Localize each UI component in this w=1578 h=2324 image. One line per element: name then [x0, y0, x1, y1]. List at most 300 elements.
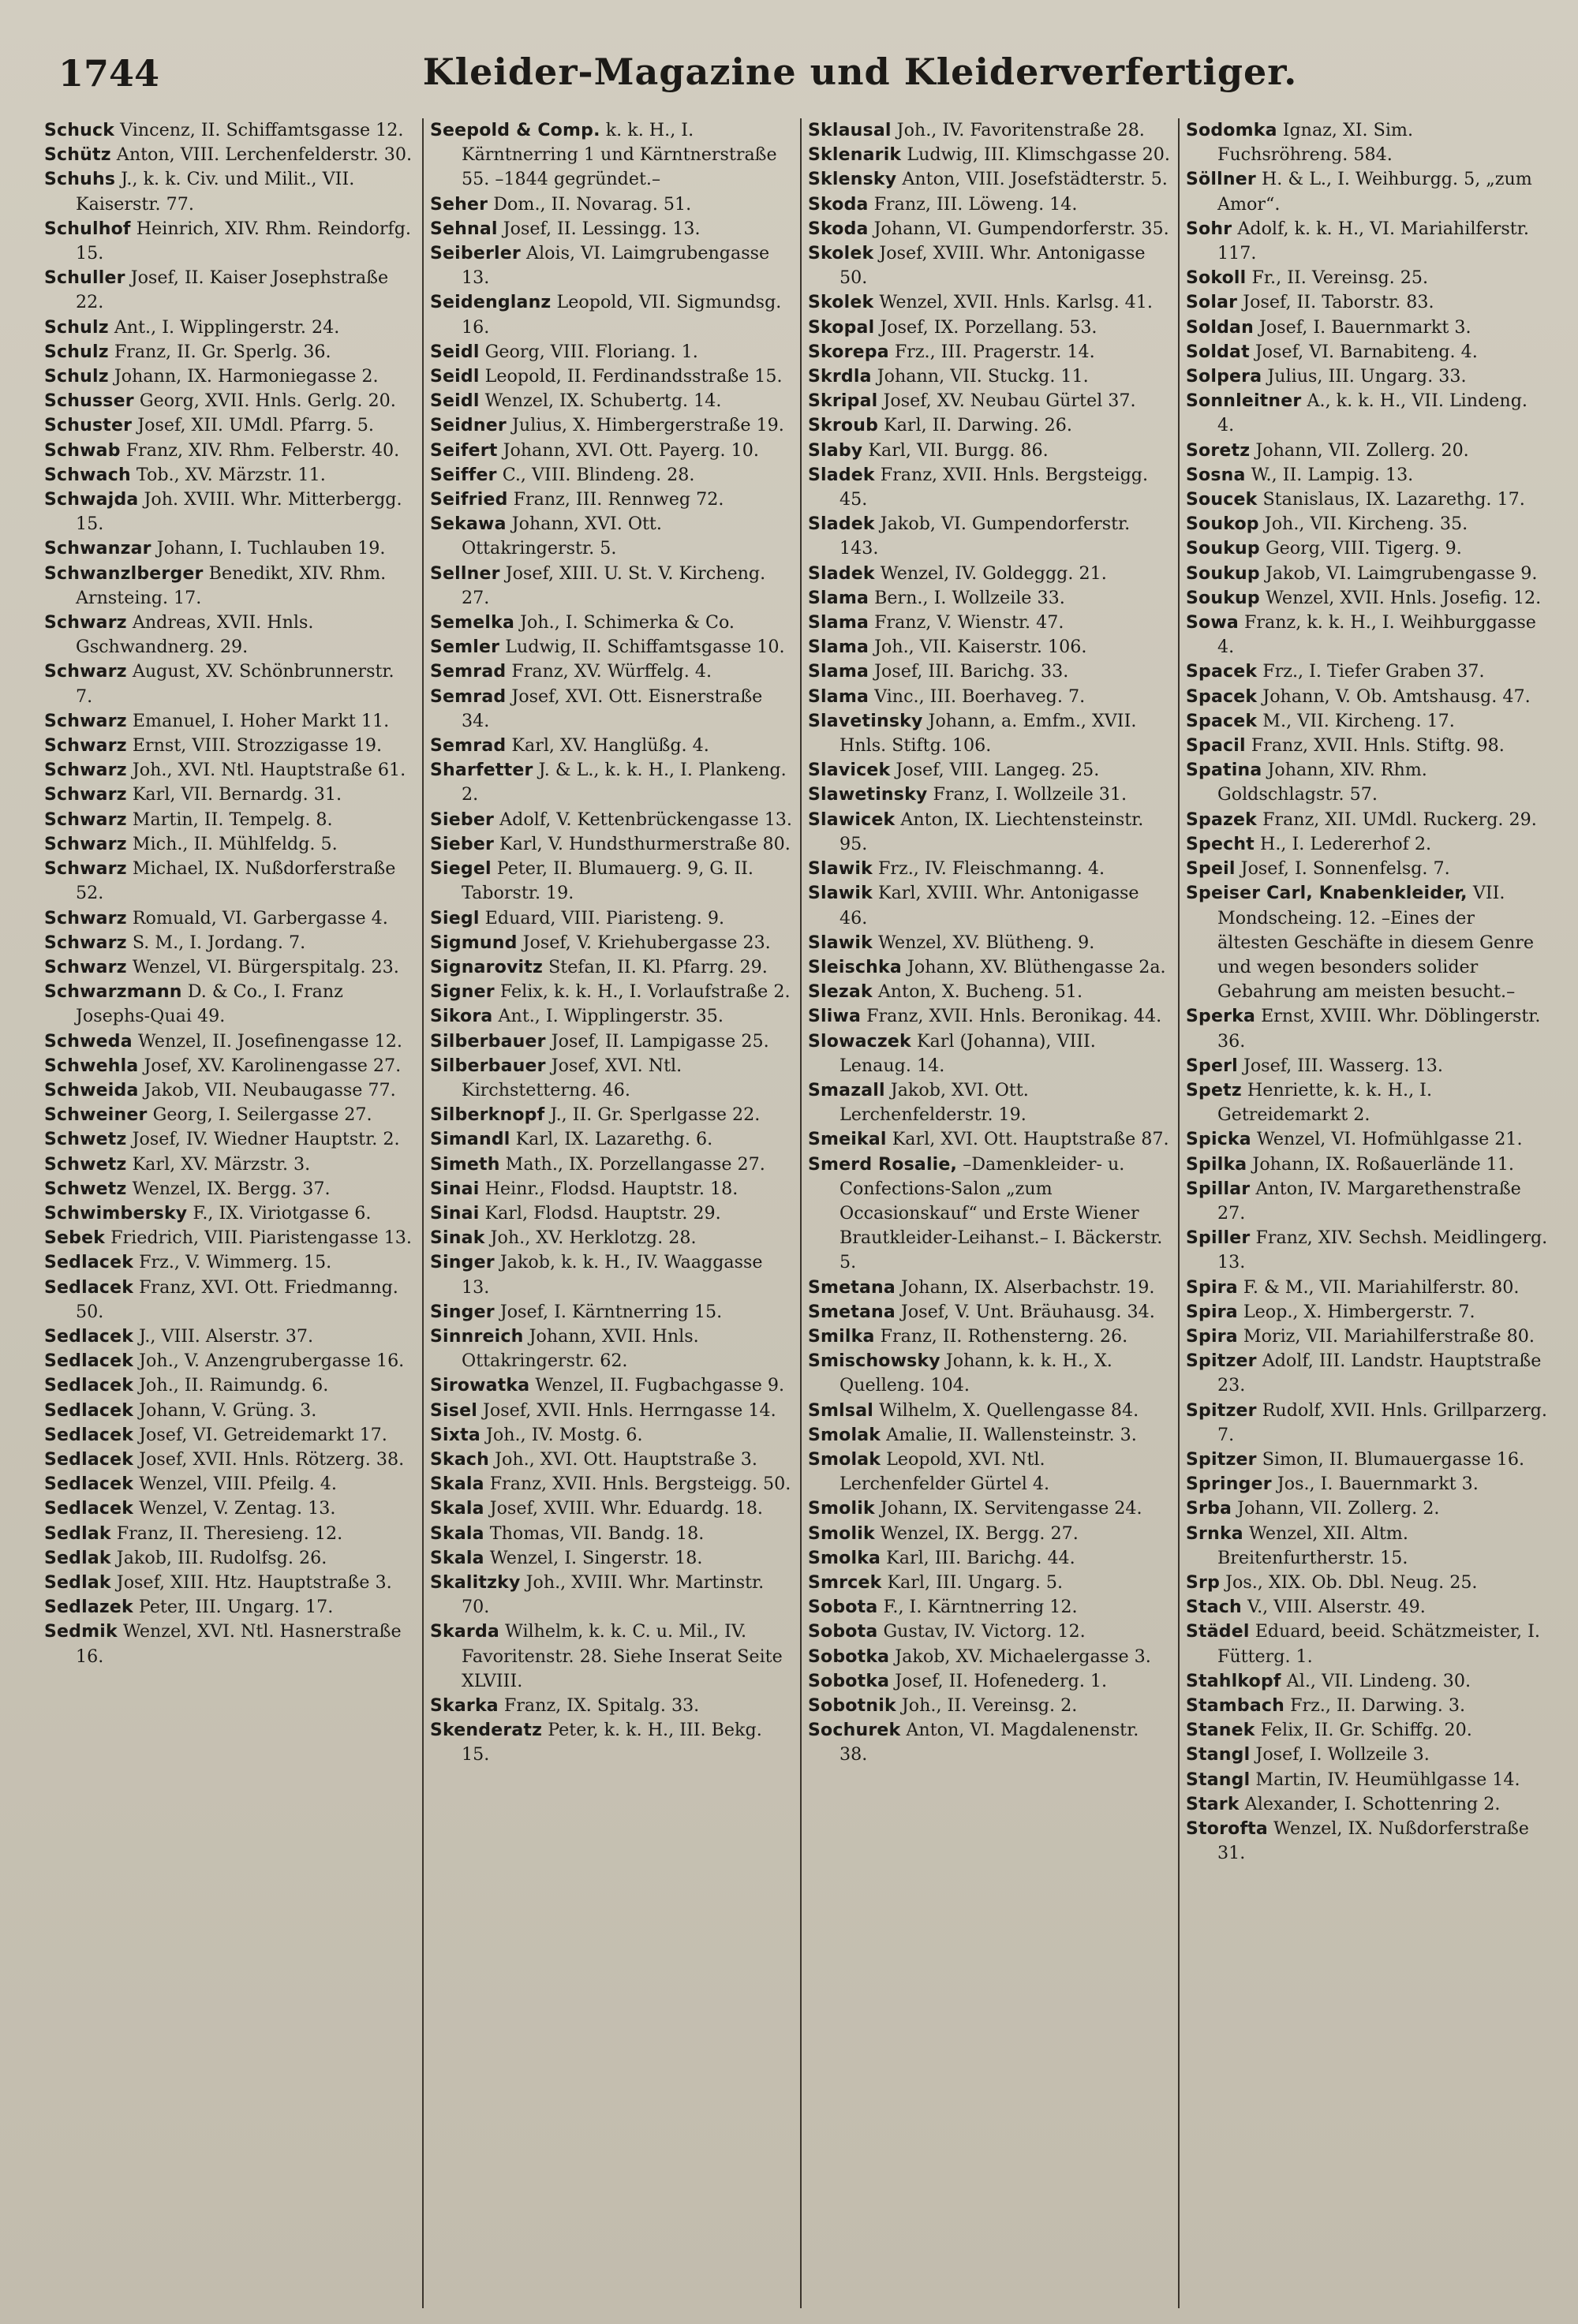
entry-detail: Franz, XVII. Hnls. Stiftg. 98.: [1251, 735, 1505, 757]
directory-entry: [430, 1127, 792, 1152]
entry-detail: Michael, IX. Nußdorferstraße 52.: [76, 858, 396, 904]
directory-column-1: [44, 118, 414, 2308]
entry-name: Spiller: [1186, 1228, 1251, 1249]
entry-detail: Karl (Johanna), VIII. Lenaug. 14.: [839, 1030, 1096, 1076]
entry-detail: Wenzel, XVII. Hnls. Karlsg. 41.: [879, 292, 1153, 313]
entry-name: Sedlacek: [44, 1351, 134, 1372]
entry-name: Stambach: [1186, 1696, 1285, 1716]
entry-name: Schulhof: [44, 219, 131, 239]
entry-detail: W., II. Lampig. 13.: [1251, 464, 1414, 485]
entry-detail: Anton, X. Bucheng. 51.: [877, 981, 1083, 1003]
entry-detail: Vinc., III. Boerhaveg. 7.: [874, 686, 1086, 707]
entry-name: Spira: [1186, 1277, 1238, 1298]
entry-name: Schwimbersky: [44, 1203, 188, 1224]
directory-entry: [808, 1522, 1170, 1546]
entry-detail: Heinr., Flodsd. Hauptstr. 18.: [484, 1178, 739, 1199]
entry-detail: M., VII. Kircheng. 17.: [1262, 710, 1455, 731]
directory-entry: [430, 611, 792, 635]
directory-entry: [430, 389, 792, 413]
directory-entry: [430, 413, 792, 438]
entry-name: Simeth: [430, 1154, 500, 1175]
entry-detail: Josef, XVII. Hnls. Herrngasse 14.: [483, 1399, 776, 1421]
entry-name: Schwab: [44, 440, 121, 461]
entry-name: Soukup: [1186, 588, 1260, 608]
entry-detail: Josef, XVI. Ott. Eisnerstraße 34.: [462, 686, 763, 731]
entry-detail: Joh., VII. Kircheng. 35.: [1264, 514, 1468, 535]
directory-entry: [44, 1595, 414, 1620]
entry-name: Slawik: [808, 884, 873, 904]
entry-name: Sosna: [1186, 465, 1246, 485]
entry-name: Speiser Carl, Knabenkleider,: [1186, 884, 1468, 904]
directory-entry: [808, 1004, 1170, 1029]
entry-name: Spira: [1186, 1326, 1238, 1347]
directory-entry: [1186, 808, 1548, 832]
entry-detail: Amalie, II. Wallensteinstr. 3.: [886, 1424, 1137, 1445]
directory-entry: [430, 1694, 792, 1718]
directory-entry: [44, 1423, 414, 1448]
entry-name: Schwarz: [44, 932, 127, 953]
entry-name: Springer: [1186, 1474, 1272, 1495]
entry-detail: –Damenkleider- u. Confections-Salon „zum Occasionskauf“ und Erste Wiener Brautkleider-Leihanst.– I. Bäckerstr. 5.: [839, 1153, 1163, 1273]
entry-name: Srp: [1186, 1572, 1221, 1593]
entry-name: Schweiner: [44, 1105, 148, 1126]
entry-detail: Johann, VI. Gumpendorferstr. 35.: [873, 218, 1169, 239]
entry-detail: Georg, VIII. Floriang. 1.: [484, 341, 698, 362]
entry-detail: Joh., XVIII. Whr. Martinstr. 70.: [462, 1571, 765, 1618]
entry-detail: Vincenz, II. Schiffamtsgasse 12.: [120, 120, 404, 140]
entry-name: Sohr: [1186, 219, 1232, 239]
entry-detail: Mich., II. Mühlfeldg. 5.: [132, 833, 338, 854]
directory-entry: [430, 1373, 792, 1398]
directory-entry: [808, 1276, 1170, 1300]
directory-entry: [808, 1496, 1170, 1521]
entry-name: Stanek: [1186, 1721, 1255, 1741]
entry-detail: Stefan, II. Kl. Pfarrg. 29.: [548, 956, 768, 977]
directory-entry: [44, 1103, 414, 1127]
directory-entry: [44, 364, 414, 389]
entry-detail: Johann, XVI. Ott. Payerg. 10.: [503, 439, 759, 461]
directory-entry: [808, 1645, 1170, 1669]
directory-entry: [808, 1325, 1170, 1349]
directory-entry: [44, 611, 414, 659]
entry-name: Singer: [430, 1253, 495, 1273]
entry-detail: Wenzel, VIII. Pfeilg. 4.: [139, 1474, 337, 1495]
entry-name: Speil: [1186, 859, 1236, 880]
entry-name: Skala: [430, 1548, 484, 1568]
entry-detail: Josef, V. Kriehubergasse 23.: [522, 932, 771, 953]
entry-detail: Jakob, XV. Michaelergasse 3.: [895, 1646, 1151, 1667]
directory-entry: [808, 1718, 1170, 1767]
entry-detail: Gustav, IV. Victorg. 12.: [883, 1621, 1086, 1642]
directory-entry: [430, 1054, 792, 1103]
entry-detail: Franz, III. Rennweg 72.: [513, 489, 724, 510]
directory-entry: [808, 980, 1170, 1004]
entry-name: Stark: [1186, 1794, 1240, 1814]
entry-detail: Josef, XIII. U. St. V. Kircheng. 27.: [462, 562, 766, 608]
directory-entry: [430, 1496, 792, 1521]
entry-name: Sedlacek: [44, 1253, 134, 1273]
entry-detail: Franz, k. k. H., I. Weihburggasse 4.: [1217, 612, 1536, 658]
entry-name: Soldat: [1186, 342, 1250, 362]
entry-name: Seiberler: [430, 244, 521, 264]
directory-entry: [44, 1226, 414, 1250]
entry-detail: Wenzel, IX. Nußdorferstraße 31.: [1217, 1818, 1529, 1864]
entry-name: Spacek: [1186, 662, 1258, 682]
directory-entry: [808, 340, 1170, 364]
entry-detail: Josef, XV. Karolinengasse 27.: [144, 1055, 402, 1076]
directory-entry: [44, 857, 414, 906]
directory-entry: [808, 709, 1170, 758]
entry-detail: Joh., V. Anzengrubergasse 16.: [139, 1351, 405, 1372]
entry-detail: Georg, I. Seilergasse 27.: [152, 1104, 372, 1126]
entry-detail: Wenzel, IV. Goldeggg. 21.: [880, 562, 1107, 584]
entry-name: Sinak: [430, 1228, 485, 1249]
entry-name: Slawetinsky: [808, 785, 928, 805]
entry-detail: Wenzel, XV. Blütheng. 9.: [878, 932, 1095, 953]
directory-entry: [1186, 1399, 1548, 1448]
entry-name: Sochurek: [808, 1721, 901, 1741]
directory-entry: [44, 1349, 414, 1373]
entry-name: Seidenglanz: [430, 293, 552, 313]
entry-detail: Johann, XVI. Ott. Ottakringerstr. 5.: [462, 514, 662, 559]
directory-entry: [44, 783, 414, 807]
entry-name: Schusser: [44, 391, 134, 412]
entry-name: Slama: [808, 686, 869, 707]
entry-name: Spicka: [1186, 1130, 1251, 1150]
entry-detail: Josef, III. Wasserg. 13.: [1243, 1055, 1443, 1076]
entry-detail: Johann, IX. Harmoniegasse 2.: [114, 366, 379, 387]
entry-name: Stach: [1186, 1597, 1242, 1618]
entry-name: Seepold & Comp.: [430, 121, 600, 140]
directory-entry: [808, 1423, 1170, 1448]
entry-name: Sleischka: [808, 957, 902, 977]
entry-detail: Franz, XII. UMdl. Ruckerg. 29.: [1262, 809, 1537, 830]
entry-name: Skala: [430, 1474, 484, 1495]
entry-detail: Josef, II. Kaiser Josephstraße 22.: [76, 267, 389, 313]
directory-entry: [808, 316, 1170, 340]
entry-detail: Eduard, beeid. Schätzmeister, I. Fütterg. 1.: [1217, 1621, 1540, 1667]
directory-entry: [430, 734, 792, 758]
entry-name: Smolik: [808, 1523, 875, 1544]
entry-detail: Wenzel, I. Singerstr. 18.: [489, 1547, 703, 1568]
entry-name: Seifried: [430, 490, 508, 510]
entry-detail: Math., IX. Porzellangasse 27.: [505, 1153, 765, 1175]
entry-name: Simandl: [430, 1130, 510, 1150]
directory-entry: [1186, 1694, 1548, 1718]
entry-detail: Wenzel, V. Zentag. 13.: [139, 1498, 336, 1519]
entry-detail: Adolf, k. k. H., VI. Mariahilferstr. 117.: [1217, 218, 1529, 264]
entry-detail: Fr., II. Vereinsg. 25.: [1251, 267, 1429, 289]
entry-name: Schwetz: [44, 1154, 127, 1175]
directory-entry: [1186, 316, 1548, 340]
entry-name: Schwarz: [44, 859, 127, 880]
directory-entry: [430, 1620, 792, 1694]
entry-name: Semler: [430, 637, 500, 658]
entry-name: Skenderatz: [430, 1721, 543, 1741]
entry-detail: Peter, II. Blumauerg. 9, G. II. Taborstr. 19.: [462, 858, 753, 904]
directory-entry: [44, 906, 414, 931]
directory-entry: [44, 1127, 414, 1152]
directory-entry: [430, 290, 792, 339]
directory-entry: [430, 488, 792, 512]
directory-entry: [430, 512, 792, 561]
directory-entry: [1186, 1078, 1548, 1127]
entry-detail: Ant., I. Wipplingerstr. 35.: [498, 1006, 724, 1027]
entry-name: Sokoll: [1186, 268, 1247, 289]
entry-detail: Josef, I. Kärntnerring 15.: [499, 1301, 723, 1322]
entry-detail: Josef, I. Wollzeile 3.: [1255, 1744, 1430, 1765]
directory-entry: [430, 1226, 792, 1250]
entry-detail: Joh. XVIII. Whr. Mitterbergg. 15.: [76, 489, 402, 535]
entry-detail: Josef, XVII. Hnls. Rötzerg. 38.: [139, 1448, 405, 1470]
directory-entry: [430, 1201, 792, 1226]
entry-name: Spilka: [1186, 1154, 1247, 1175]
entry-detail: Josef, XII. UMdl. Pfarrg. 5.: [137, 415, 374, 436]
entry-name: Sowa: [1186, 613, 1239, 633]
directory-entry: [1186, 1792, 1548, 1817]
entry-detail: Johann, V. Ob. Amtshausg. 47.: [1262, 686, 1531, 707]
entry-detail: Ignaz, XI. Sim. Fuchsröhreng. 584.: [1217, 120, 1414, 166]
entry-name: Schwarz: [44, 613, 127, 633]
entry-name: Schwarz: [44, 736, 127, 757]
entry-detail: Franz, IX. Spitalg. 33.: [503, 1695, 700, 1716]
entry-name: Srnka: [1186, 1523, 1243, 1544]
directory-entry: [44, 439, 414, 463]
entry-detail: Alois, VI. Laimgrubengasse 13.: [462, 243, 770, 289]
directory-entry: [1186, 1349, 1548, 1398]
entry-name: Spitzer: [1186, 1400, 1257, 1421]
entry-name: Sieber: [430, 809, 495, 830]
entry-name: Solpera: [1186, 367, 1262, 387]
entry-detail: Martin, II. Tempelg. 8.: [132, 809, 333, 830]
directory-entry: [44, 217, 414, 266]
entry-name: Solar: [1186, 293, 1238, 313]
entry-detail: Johann, VII. Zollerg. 20.: [1255, 439, 1469, 461]
entry-name: Smetana: [808, 1277, 896, 1298]
entry-detail: Joh., XVI. Ntl. Hauptstraße 61.: [132, 760, 406, 781]
entry-name: Skorepa: [808, 342, 889, 362]
entry-detail: Josef, XVI. Ntl. Kirchstetterng. 46.: [462, 1055, 682, 1100]
directory-entry: [430, 1472, 792, 1496]
directory-entry: [1186, 586, 1548, 611]
entry-detail: Henriette, k. k. H., I. Getreidemarkt 2.: [1217, 1079, 1433, 1126]
directory-entry: [808, 364, 1170, 389]
entry-name: Skach: [430, 1449, 490, 1470]
entry-name: Semelka: [430, 613, 515, 633]
directory-entry: [808, 857, 1170, 881]
entry-name: Stahlkopf: [1186, 1671, 1281, 1691]
entry-name: Slama: [808, 613, 869, 633]
entry-detail: Jakob, VI. Laimgrubengasse 9.: [1265, 562, 1538, 584]
entry-name: Schwetz: [44, 1179, 127, 1199]
entry-name: Sklausal: [808, 121, 892, 140]
entry-detail: Josef, II. Taborstr. 83.: [1243, 292, 1434, 313]
directory-entry: [44, 758, 414, 783]
entry-name: Sellner: [430, 563, 500, 584]
directory-entry: [44, 1448, 414, 1472]
directory-entry: [1186, 389, 1548, 438]
directory-entry: [1186, 881, 1548, 1004]
entry-name: Schwarz: [44, 662, 127, 682]
entry-detail: Julius, X. Himbergerstraße 19.: [511, 415, 784, 436]
entry-detail: Leopold, VII. Sigmundsg. 16.: [462, 292, 782, 338]
entry-detail: Joh., II. Vereinsg. 2.: [901, 1695, 1078, 1716]
entry-detail: Ernst, VIII. Strozzigasse 19.: [132, 735, 382, 757]
entry-detail: Joh., IV. Mostg. 6.: [486, 1424, 643, 1445]
directory-entry: [1186, 857, 1548, 881]
entry-detail: Wenzel, XVI. Ntl. Hasnerstraße 16.: [76, 1621, 402, 1667]
directory-entry: [808, 1029, 1170, 1078]
entry-name: Sliwa: [808, 1007, 862, 1027]
entry-name: Sobota: [808, 1597, 878, 1618]
entry-detail: Franz, XVII. Hnls. Beronikag. 44.: [866, 1006, 1162, 1027]
directory-entry: [808, 808, 1170, 857]
entry-detail: Wenzel, IX. Schubertg. 14.: [484, 390, 722, 412]
entry-detail: k. k. H., I. Kärntnerring 1 und Kärntnerstraße 55. –1844 gegründet.–: [462, 120, 777, 190]
directory-entry: [1186, 1153, 1548, 1177]
directory-entry: [808, 685, 1170, 709]
directory-entry: [44, 1201, 414, 1226]
entry-detail: Josef, XV. Neubau Gürtel 37.: [883, 390, 1136, 412]
directory-entry: [1186, 364, 1548, 389]
entry-detail: Anton, IX. Liechtensteinstr. 95.: [839, 809, 1144, 854]
entry-detail: Johann, a. Emfm., XVII. Hnls. Stiftg. 106.: [839, 710, 1137, 757]
entry-name: Spacil: [1186, 736, 1246, 757]
entry-name: Sladek: [808, 514, 875, 535]
directory-entry: [808, 290, 1170, 315]
directory-entry: [430, 1177, 792, 1201]
entry-detail: Johann, VII. Zollerg. 2.: [1237, 1498, 1440, 1519]
entry-detail: Frz., I. Tiefer Graben 37.: [1262, 661, 1485, 682]
directory-entry: [808, 758, 1170, 783]
entry-detail: Leopold, II. Ferdinandsstraße 15.: [484, 366, 783, 387]
directory-entry: [430, 217, 792, 241]
directory-entry: [1186, 536, 1548, 561]
entry-detail: Al., VII. Lindeng. 30.: [1286, 1670, 1471, 1691]
directory-entry: [1186, 1669, 1548, 1694]
entry-name: Sigmund: [430, 932, 518, 953]
entry-detail: Franz, XV. Würffelg. 4.: [511, 661, 712, 682]
entry-name: Schuller: [44, 268, 125, 289]
directory-entry: [1186, 1276, 1548, 1300]
entry-name: Spillar: [1186, 1179, 1251, 1199]
directory-entry: [1186, 1718, 1548, 1743]
directory-entry: [1186, 611, 1548, 659]
entry-detail: Joh., XV. Herklotzg. 28.: [490, 1227, 697, 1249]
entry-detail: Felix, k. k. H., I. Vorlaufstraße 2.: [499, 981, 791, 1003]
entry-detail: Dom., II. Novarag. 51.: [493, 193, 692, 215]
directory-entry: [430, 241, 792, 290]
entry-detail: Josef, V. Unt. Bräuhausg. 34.: [901, 1301, 1155, 1322]
entry-name: Schwarz: [44, 760, 127, 781]
entry-detail: Franz, XIV. Rhm. Felberstr. 40.: [125, 439, 400, 461]
entry-name: Sikora: [430, 1007, 493, 1027]
entry-detail: Johann, IX. Roßauerlände 11.: [1252, 1153, 1514, 1175]
directory-entry: [1186, 290, 1548, 315]
entry-detail: Heinrich, XIV. Rhm. Reindorfg. 15.: [76, 218, 411, 264]
entry-name: Schwach: [44, 465, 131, 485]
directory-entry: [808, 1669, 1170, 1694]
directory-column-4: [1178, 118, 1548, 2308]
directory-entry: [808, 413, 1170, 438]
entry-detail: Martin, IV. Heumühlgasse 14.: [1255, 1769, 1520, 1790]
entry-name: Skroub: [808, 416, 879, 436]
entry-detail: Wenzel, XVII. Hnls. Josefig. 12.: [1265, 587, 1542, 608]
entry-name: Schwanzar: [44, 539, 151, 559]
directory-entry: [430, 1546, 792, 1571]
entry-name: Spitzer: [1186, 1449, 1257, 1470]
entry-detail: Johann, XIV. Rhm. Goldschlagstr. 57.: [1217, 760, 1427, 805]
entry-detail: D. & Co., I. Franz Josephs-Quai 49.: [76, 981, 343, 1027]
entry-name: Skripal: [808, 391, 878, 412]
entry-detail: Georg, XVII. Hnls. Gerlg. 20.: [139, 390, 396, 412]
entry-name: Schuster: [44, 416, 133, 436]
entry-detail: Ludwig, II. Schiffamtsgasse 10.: [505, 637, 785, 658]
entry-detail: Johann, IX. Servitengasse 24.: [880, 1498, 1142, 1519]
entry-name: Schulz: [44, 317, 109, 338]
entry-detail: Adolf, III. Landstr. Hauptstraße 23.: [1217, 1351, 1542, 1396]
entry-detail: Wenzel, II. Fugbachgasse 9.: [535, 1375, 785, 1396]
entry-name: Schwanzlberger: [44, 563, 204, 584]
entry-detail: Ant., I. Wipplingerstr. 24.: [114, 316, 340, 338]
entry-name: Skopal: [808, 317, 875, 338]
entry-name: Stangl: [1186, 1769, 1251, 1790]
entry-detail: Jakob, XVI. Ott. Lerchenfelderstr. 19.: [839, 1079, 1029, 1126]
directory-entry: [1186, 439, 1548, 463]
entry-detail: Jakob, k. k. H., IV. Waaggasse 13.: [462, 1252, 763, 1298]
entry-detail: F., I. Kärntnerring 12.: [883, 1597, 1078, 1618]
entry-detail: H., I. Ledererhof 2.: [1260, 833, 1431, 854]
directory-entry: [44, 1250, 414, 1275]
entry-name: Smolak: [808, 1425, 881, 1445]
entry-detail: Moriz, VII. Mariahilferstraße 80.: [1243, 1325, 1535, 1347]
entry-detail: Anton, IV. Margarethenstraße 27.: [1217, 1178, 1521, 1224]
entry-detail: Leop., X. Himbergerstr. 7.: [1243, 1301, 1475, 1322]
entry-name: Soukup: [1186, 563, 1260, 584]
directory-entry: [808, 1571, 1170, 1595]
entry-detail: F., IX. Viriotgasse 6.: [193, 1202, 372, 1224]
directory-entry: [44, 709, 414, 734]
entry-name: Skala: [430, 1499, 484, 1519]
directory-entry: [1186, 1300, 1548, 1325]
entry-name: Slawik: [808, 859, 873, 880]
directory-entry: [44, 659, 414, 708]
directory-entry: [1186, 1472, 1548, 1496]
directory-entry: [430, 1571, 792, 1620]
entry-name: Siegl: [430, 908, 480, 928]
directory-entry: [430, 439, 792, 463]
entry-name: Silberbauer: [430, 1031, 546, 1052]
page-number: 1744: [58, 52, 160, 95]
entry-detail: Franz, XVII. Hnls. Bergsteigg. 50.: [489, 1474, 791, 1495]
entry-detail: Johann, IX. Alserbachstr. 19.: [901, 1276, 1155, 1298]
directory-entry: [44, 832, 414, 857]
entry-detail: Wenzel, IX. Bergg. 37.: [132, 1178, 331, 1199]
directory-entry: [1186, 266, 1548, 290]
entry-detail: Andreas, XVII. Hnls. Gschwandnerg. 29.: [76, 612, 314, 658]
entry-detail: Johann, k. k. H., X. Quelleng. 104.: [839, 1351, 1112, 1396]
directory-entry: [1186, 512, 1548, 536]
entry-name: Skoda: [808, 219, 869, 239]
directory-entry: [1186, 1177, 1548, 1226]
entry-detail: Felix, II. Gr. Schiffg. 20.: [1260, 1720, 1472, 1741]
directory-entry: [1186, 1743, 1548, 1767]
directory-entry: [808, 635, 1170, 659]
entry-name: Städel: [1186, 1622, 1250, 1642]
directory-entry: [44, 389, 414, 413]
directory-entry: [44, 1571, 414, 1595]
directory-entry: [430, 1522, 792, 1546]
